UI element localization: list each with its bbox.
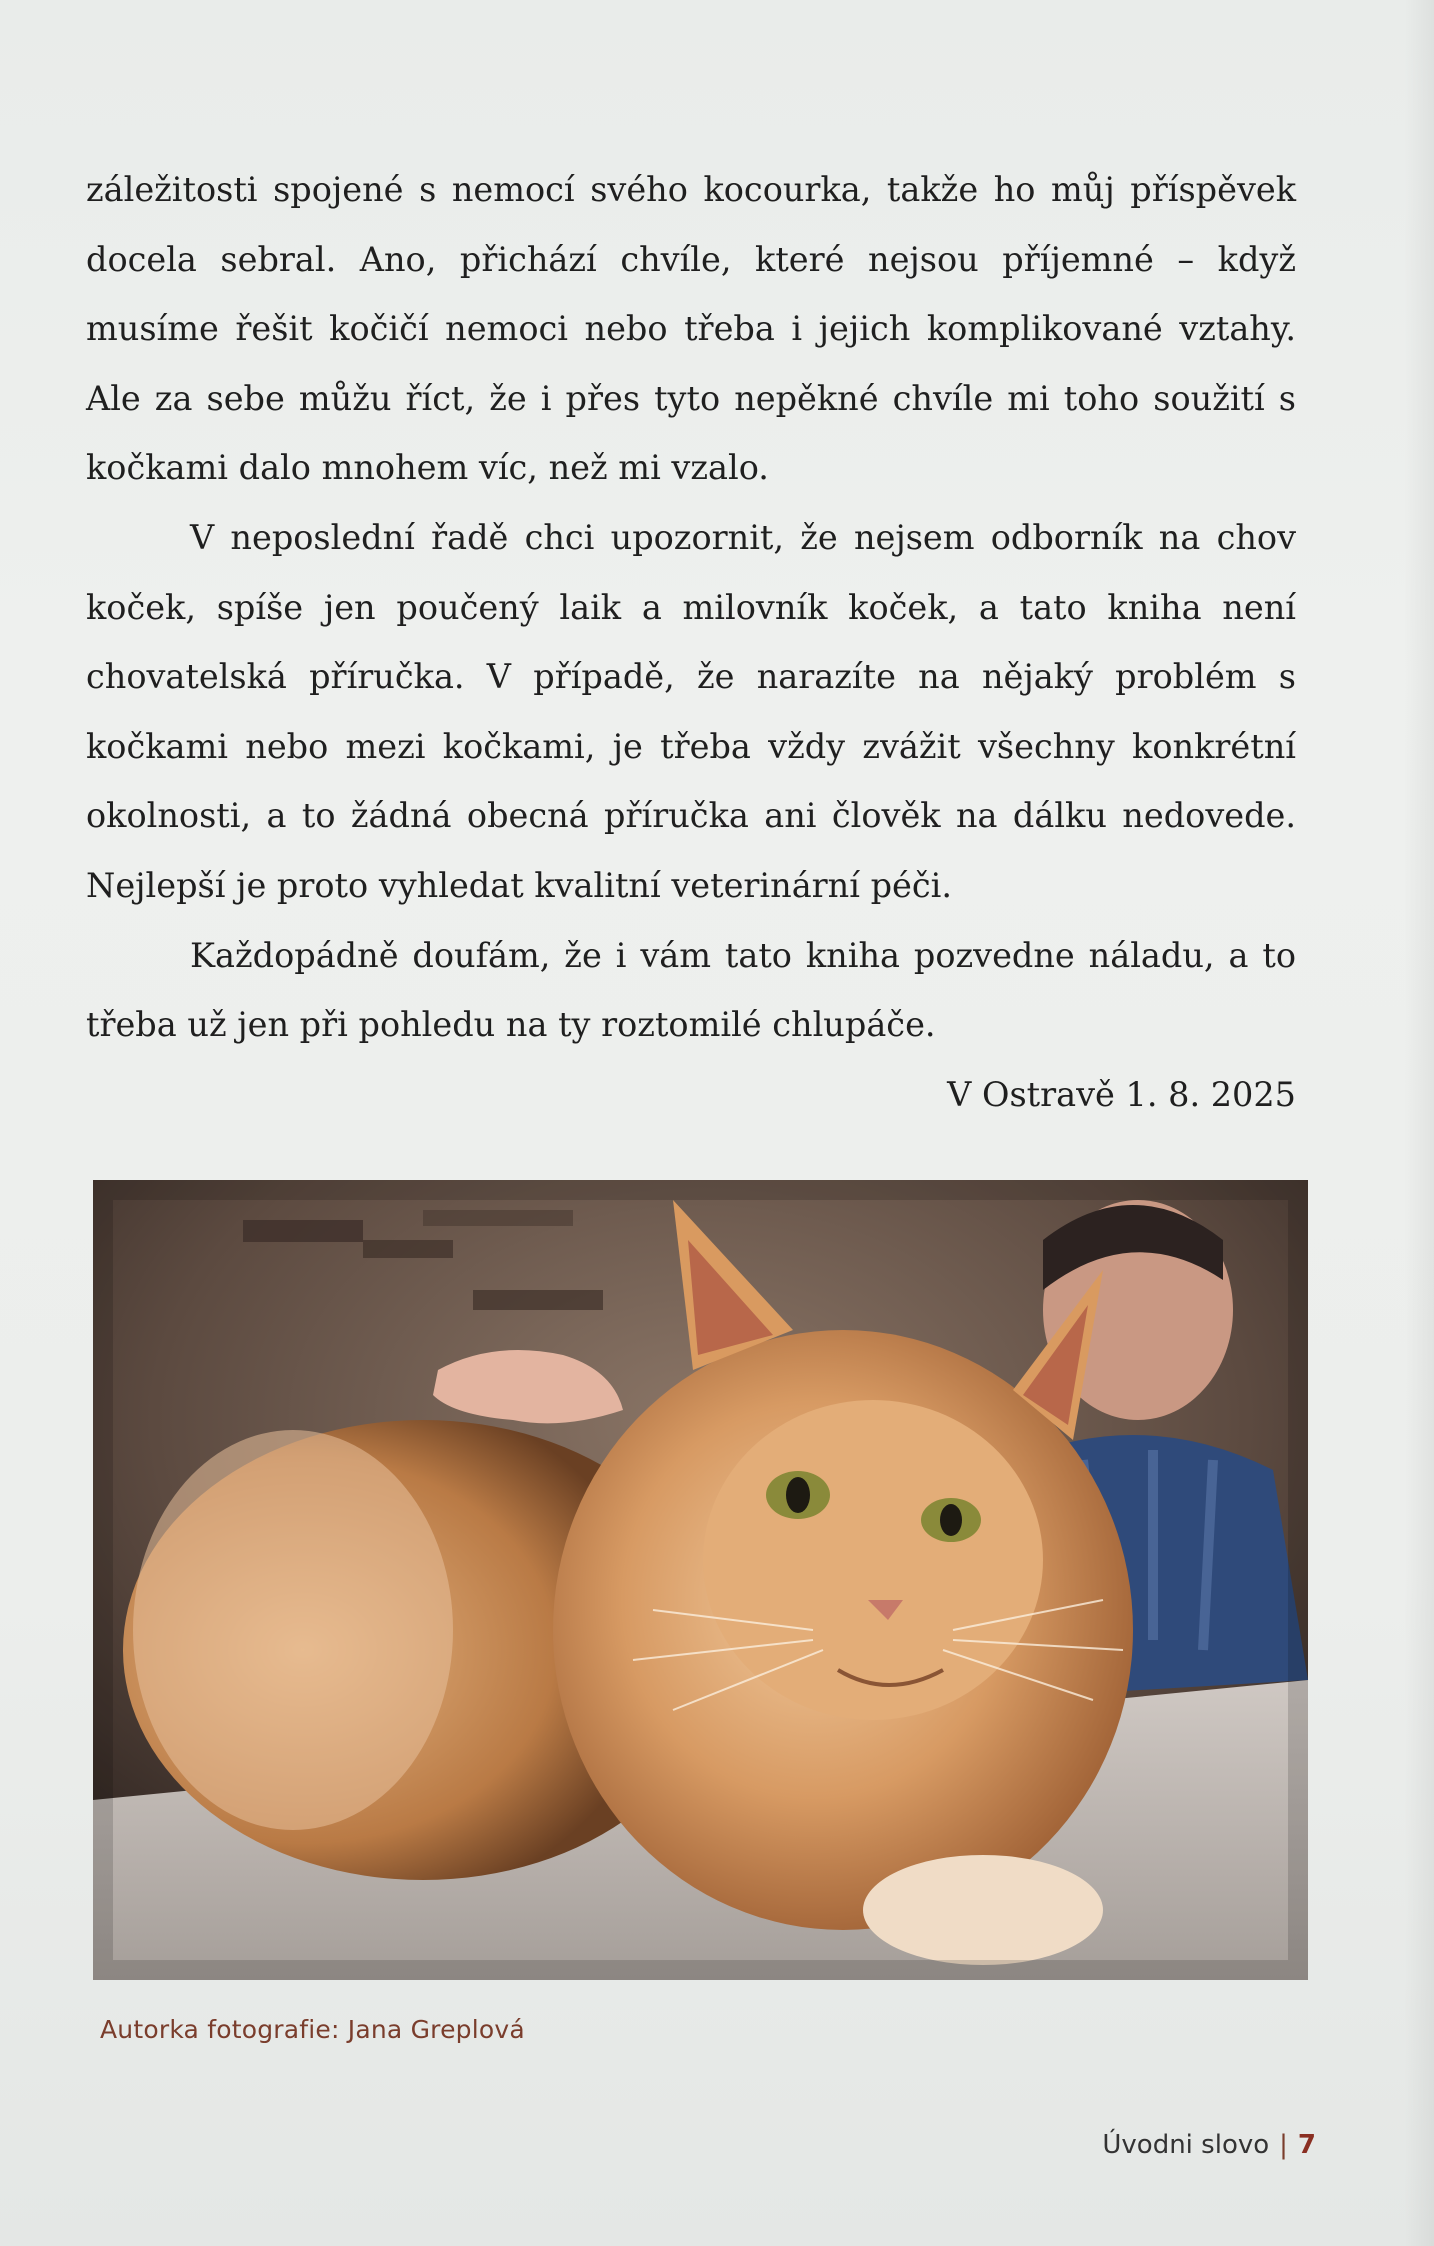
paragraph-2: V neposlední řadě chci upozornit, že nejsem odborník na chov koček, spíše jen poučený laik a milovník koček, a tato kniha není chovatelská příručka. V případě, že narazíte na nějaký problém s kočkami nebo mezi kočkami, je třeba vždy zvážit všechny konkrétní okolnosti, a to žádná obecná příručka ani člověk na dálku nedovede. Nejlepší je proto vyhledat kvalitní veterinární péči. [86, 517, 1296, 905]
signature-date: V Ostravě 1. 8. 2025 [947, 1074, 1296, 1114]
photo-caption: Autorka fotografie: Jana Greplová [100, 2015, 525, 2044]
paragraph-3: Každopádně doufám, že i vám tato kniha pozvedne náladu, a to třeba už jen při pohledu na ty roztomilé chlupáče. [86, 935, 1296, 1045]
footer-section-title: Úvodni slovo [1102, 2130, 1270, 2160]
page-footer [1102, 2130, 1316, 2160]
cat-photo [93, 1180, 1308, 1980]
page-edge-shadow [1404, 0, 1434, 2246]
footer-separator: | [1279, 2130, 1288, 2160]
paragraph-1: záležitosti spojené s nemocí svého kocourka, takže ho můj příspěvek docela sebral. Ano, přichází chvíle, které nejsou příjemné – když musíme řešit kočičí nemoci nebo třeba i jejich komplikované vztahy. Ale za sebe můžu říct, že i přes tyto nepěkné chvíle mi toho soužití s kočkami dalo mnohem víc, než mi vzalo. [86, 170, 1296, 488]
body-text [86, 155, 1296, 1129]
cat-photo-illustration [93, 1180, 1308, 1980]
page-number: 7 [1297, 2130, 1316, 2160]
